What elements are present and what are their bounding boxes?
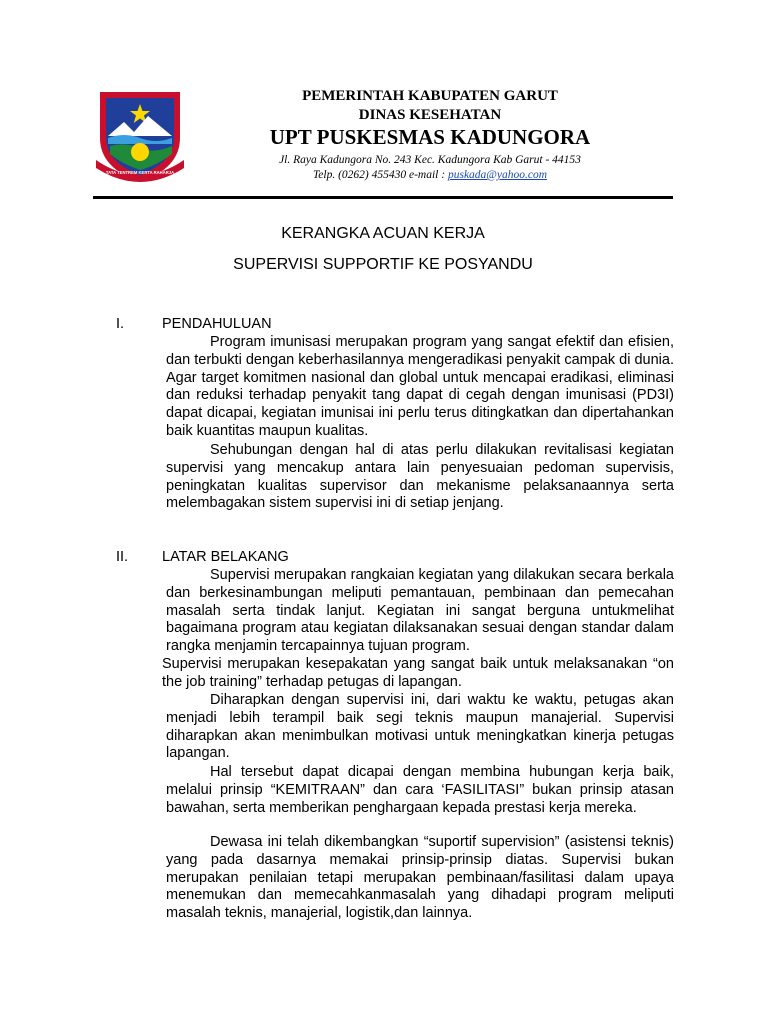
logo-motto-text: TATA TENTREM KERTA RAHARJA	[105, 170, 175, 175]
paragraph: Sehubungan dengan hal di atas perlu dilakukan revitalisasi kegiatan supervisi yang mencakup antara lain penyesuaian pedoman supervisis, peningkatan kualitas supervisor dan mekanisme pelaksanaannya serta melembagakan sistem supervisi ini di setiap jenjang.	[166, 442, 674, 512]
document-subtitle: SUPERVISI SUPPORTIF KE POSYANDU	[233, 256, 533, 273]
paragraph: Supervisi merupakan rangkaian kegiatan yang dilakukan secara berkala dan berkesinambungan meliputi pemantauan, pembinaan dan pemecahan masalah serta tindak lanjut. Kegiatan ini sangat berguna untukmelihat bagaimana program atau kegiatan dilaksanakan sesuai dengan standar dalam rangka menjamin tercapainnya tujuan program.	[166, 567, 674, 655]
letterhead-divider	[93, 196, 673, 199]
paragraph: Supervisi merupakan kesepakatan yang sangat baik untuk melaksanakan “on the job training” terhadap petugas di lapangan.	[162, 656, 674, 690]
letterhead-contact	[210, 169, 650, 181]
section-title: PENDAHULUAN	[162, 316, 272, 332]
paragraph: Program imunisasi merupakan program yang sangat efektif dan efisien, dan terbukti dengan keberhasilannya mengeradikasi penyakit campak di dunia. Agar target komitmen nasional dan global untuk mencapai eradikasi, eliminasi dan reduksi terhadap penyakit tang dapat di cegah dengan imunisasi (PD3I) dapat dicapai, kegiatan imunisai ini perlu terus ditingkatkan dan dipertahankan baik kuantitas maupun kualitas.	[166, 334, 674, 439]
document-title: KERANGKA ACUAN KERJA	[281, 225, 485, 242]
paragraph: Hal tersebut dapat dicapai dengan membina hubungan kerja baik, melalui prinsip “KEMITRAAN” dan cara ‘FASILITASI” bukan prinsip atasan bawahan, serta memberikan penghargaan kepada prestasi kerja mereka.	[166, 764, 674, 816]
letterhead-address: Jl. Raya Kadungora No. 243 Kec. Kadungora Kab Garut - 44153	[279, 154, 581, 166]
letterhead-institution: UPT PUSKESMAS KADUNGORA	[269, 125, 591, 149]
letterhead-government: PEMERINTAH KABUPATEN GARUT	[302, 88, 558, 104]
paragraph: Dewasa ini telah dikembangkan “suportif supervision” (asistensi teknis) yang pada dasarnya memakai prinsip-prinsip diatas. Supervisi bukan merupakan penilaian tetapi merupakan pembinaan/fasilitasi dalam upaya menemukan dan memecahkanmasalah yang dihadapi program meliputi masalah teknis, manajerial, logistik,dan lainnya.	[166, 834, 674, 922]
section-number: II.	[116, 549, 129, 565]
letterhead-department: DINAS KESEHATAN	[358, 107, 502, 123]
paragraph: Diharapkan dengan supervisi ini, dari waktu ke waktu, petugas akan menjadi lebih terampil baik segi teknis maupun manajerial. Supervisi diharapkan akan menimbulkan motivasi untuk meningkatkan kinerja petugas lapangan.	[166, 692, 674, 762]
kabupaten-garut-logo	[92, 86, 188, 186]
section-title: LATAR BELAKANG	[162, 549, 289, 565]
email-link[interactable]: puskada@yahoo.com	[447, 169, 548, 181]
section-number: I.	[116, 316, 125, 332]
letterhead-phone: Telp. (0262) 455430 e-mail :	[312, 169, 448, 181]
